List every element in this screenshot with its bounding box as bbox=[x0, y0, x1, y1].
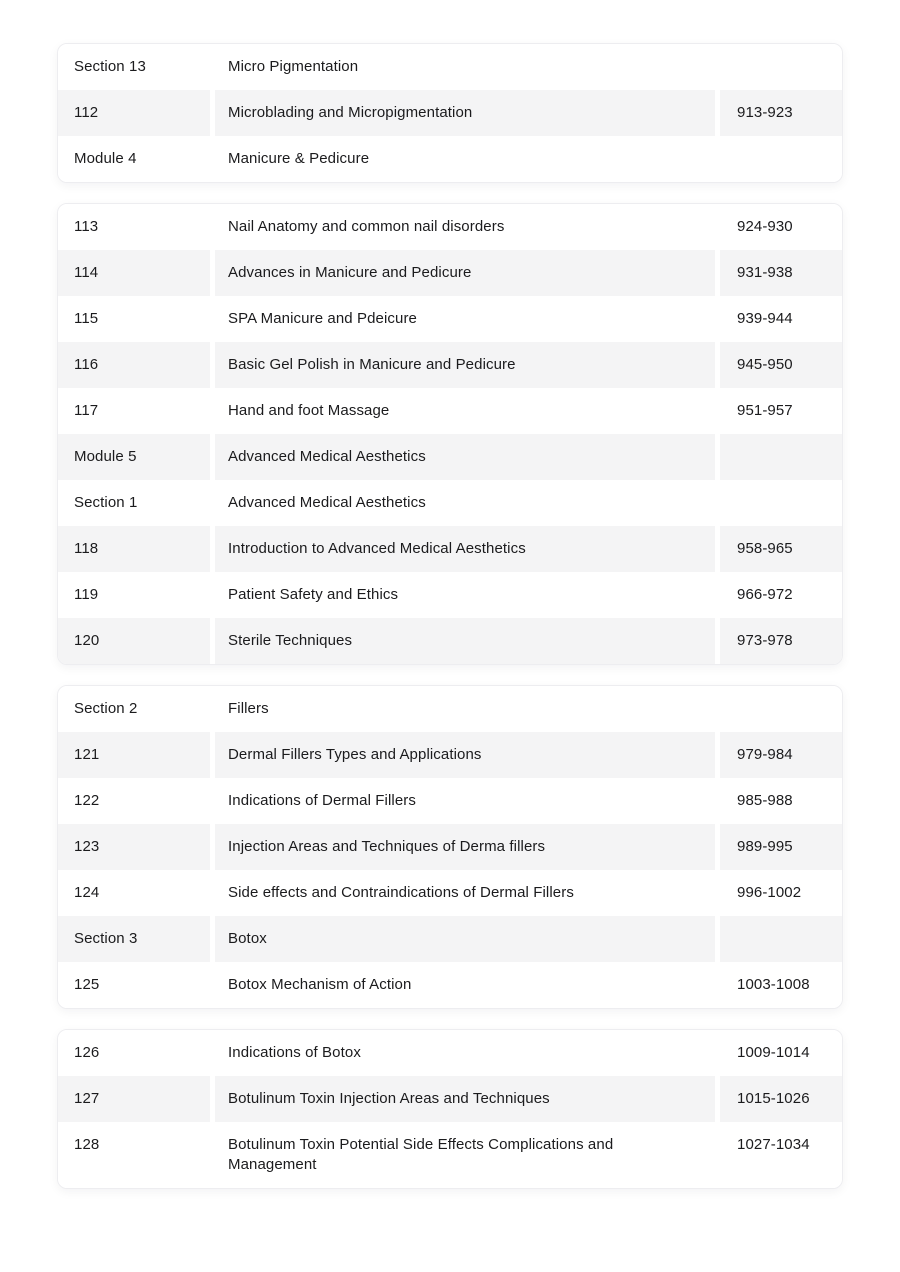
row-title-cell: Patient Safety and Ethics bbox=[228, 586, 399, 603]
row-code-cell: 121 bbox=[58, 732, 210, 778]
table-row bbox=[58, 1122, 842, 1188]
table-row bbox=[58, 90, 842, 136]
row-title-cell: Advances in Manicure and Pedicure bbox=[215, 250, 715, 296]
row-title-cell: Hand and foot Massage bbox=[228, 402, 390, 419]
row-code-cell: 125 bbox=[74, 976, 100, 993]
table-row bbox=[58, 342, 842, 388]
row-pages-cell: 939-944 bbox=[737, 310, 793, 327]
row-title-cell: Introduction to Advanced Medical Aesthetics bbox=[215, 526, 715, 572]
table-row bbox=[58, 618, 842, 664]
row-code-cell: 126 bbox=[74, 1044, 100, 1061]
row-title-cell: Dermal Fillers Types and Applications bbox=[215, 732, 715, 778]
row-pages-cell bbox=[720, 434, 842, 480]
row-title-cell: Micro Pigmentation bbox=[228, 58, 359, 75]
table-row bbox=[58, 1076, 842, 1122]
row-code-cell: 113 bbox=[74, 218, 99, 235]
toc-card bbox=[57, 203, 843, 665]
row-code-cell: Section 1 bbox=[74, 494, 138, 511]
row-code-cell: 128 bbox=[74, 1136, 100, 1153]
table-row bbox=[58, 526, 842, 572]
row-code-cell: 123 bbox=[58, 824, 210, 870]
row-code-cell: 116 bbox=[58, 342, 210, 388]
row-title-cell: Botox Mechanism of Action bbox=[228, 976, 412, 993]
row-pages-cell: 989-995 bbox=[720, 824, 842, 870]
row-title-cell: Indications of Botox bbox=[228, 1044, 361, 1061]
row-code-cell: 115 bbox=[74, 310, 99, 327]
row-pages-cell: 951-957 bbox=[737, 402, 793, 419]
row-pages-cell bbox=[720, 136, 842, 182]
row-title-cell: Indications of Dermal Fillers bbox=[228, 792, 416, 809]
row-code-cell: Module 5 bbox=[58, 434, 210, 480]
table-row bbox=[58, 44, 842, 90]
row-pages-cell bbox=[720, 480, 842, 526]
row-pages-cell bbox=[720, 916, 842, 962]
row-pages-cell: 1009-1014 bbox=[737, 1044, 810, 1061]
toc-card bbox=[57, 43, 843, 183]
row-pages-cell bbox=[720, 686, 842, 732]
table-row bbox=[58, 480, 842, 526]
row-pages-cell: 958-965 bbox=[720, 526, 842, 572]
row-pages-cell: 1003-1008 bbox=[737, 976, 810, 993]
row-title-cell: Manicure & Pedicure bbox=[228, 150, 370, 167]
row-pages-cell: 924-930 bbox=[737, 218, 793, 235]
row-pages-cell: 966-972 bbox=[737, 586, 793, 603]
row-code-cell: Module 4 bbox=[74, 150, 137, 167]
table-row bbox=[58, 732, 842, 778]
table-row bbox=[58, 136, 842, 182]
table-row bbox=[58, 434, 842, 480]
row-title-cell: Side effects and Contraindications of Dermal Fillers bbox=[228, 884, 574, 901]
row-code-cell: 124 bbox=[74, 884, 100, 901]
row-title-cell: Botulinum Toxin Potential Side Effects Complications and Management bbox=[228, 1136, 614, 1173]
row-code-cell: Section 2 bbox=[74, 700, 138, 717]
row-title-cell: Botox bbox=[215, 916, 715, 962]
row-code-cell: 120 bbox=[58, 618, 210, 664]
table-row bbox=[58, 870, 842, 916]
table-row bbox=[58, 296, 842, 342]
row-pages-cell: 1027-1034 bbox=[737, 1136, 810, 1153]
table-row bbox=[58, 1030, 842, 1076]
table-row bbox=[58, 962, 842, 1008]
row-title-cell: Advanced Medical Aesthetics bbox=[215, 434, 715, 480]
row-pages-cell: 996-1002 bbox=[737, 884, 802, 901]
row-title-cell: Injection Areas and Techniques of Derma fillers bbox=[215, 824, 715, 870]
table-row bbox=[58, 204, 842, 250]
row-title-cell: Nail Anatomy and common nail disorders bbox=[228, 218, 505, 235]
toc-card bbox=[57, 1029, 843, 1189]
row-title-cell: Botulinum Toxin Injection Areas and Techniques bbox=[215, 1076, 715, 1122]
row-code-cell: 127 bbox=[58, 1076, 210, 1122]
row-code-cell: 114 bbox=[58, 250, 210, 296]
row-pages-cell: 979-984 bbox=[720, 732, 842, 778]
row-code-cell: Section 13 bbox=[74, 58, 146, 75]
row-title-cell: Fillers bbox=[228, 700, 269, 717]
row-code-cell: 112 bbox=[58, 90, 210, 136]
table-row bbox=[58, 572, 842, 618]
row-code-cell: 122 bbox=[74, 792, 100, 809]
row-code-cell: Section 3 bbox=[58, 916, 210, 962]
row-pages-cell: 931-938 bbox=[720, 250, 842, 296]
toc-card bbox=[57, 685, 843, 1009]
row-title-cell: Microblading and Micropigmentation bbox=[215, 90, 715, 136]
row-pages-cell: 945-950 bbox=[720, 342, 842, 388]
table-row bbox=[58, 916, 842, 962]
row-code-cell: 117 bbox=[74, 402, 99, 419]
row-title-cell: Basic Gel Polish in Manicure and Pedicure bbox=[215, 342, 715, 388]
row-title-cell: SPA Manicure and Pdeicure bbox=[228, 310, 417, 327]
row-code-cell: 119 bbox=[74, 586, 99, 603]
table-row bbox=[58, 388, 842, 434]
row-pages-cell: 973-978 bbox=[720, 618, 842, 664]
row-pages-cell: 913-923 bbox=[720, 90, 842, 136]
table-row bbox=[58, 824, 842, 870]
row-code-cell: 118 bbox=[58, 526, 210, 572]
row-title-cell: Advanced Medical Aesthetics bbox=[228, 494, 426, 511]
row-pages-cell bbox=[720, 44, 842, 90]
table-row bbox=[58, 778, 842, 824]
table-row bbox=[58, 250, 842, 296]
row-title-cell: Sterile Techniques bbox=[215, 618, 715, 664]
row-pages-cell: 1015-1026 bbox=[720, 1076, 842, 1122]
row-pages-cell: 985-988 bbox=[737, 792, 793, 809]
table-row bbox=[58, 686, 842, 732]
